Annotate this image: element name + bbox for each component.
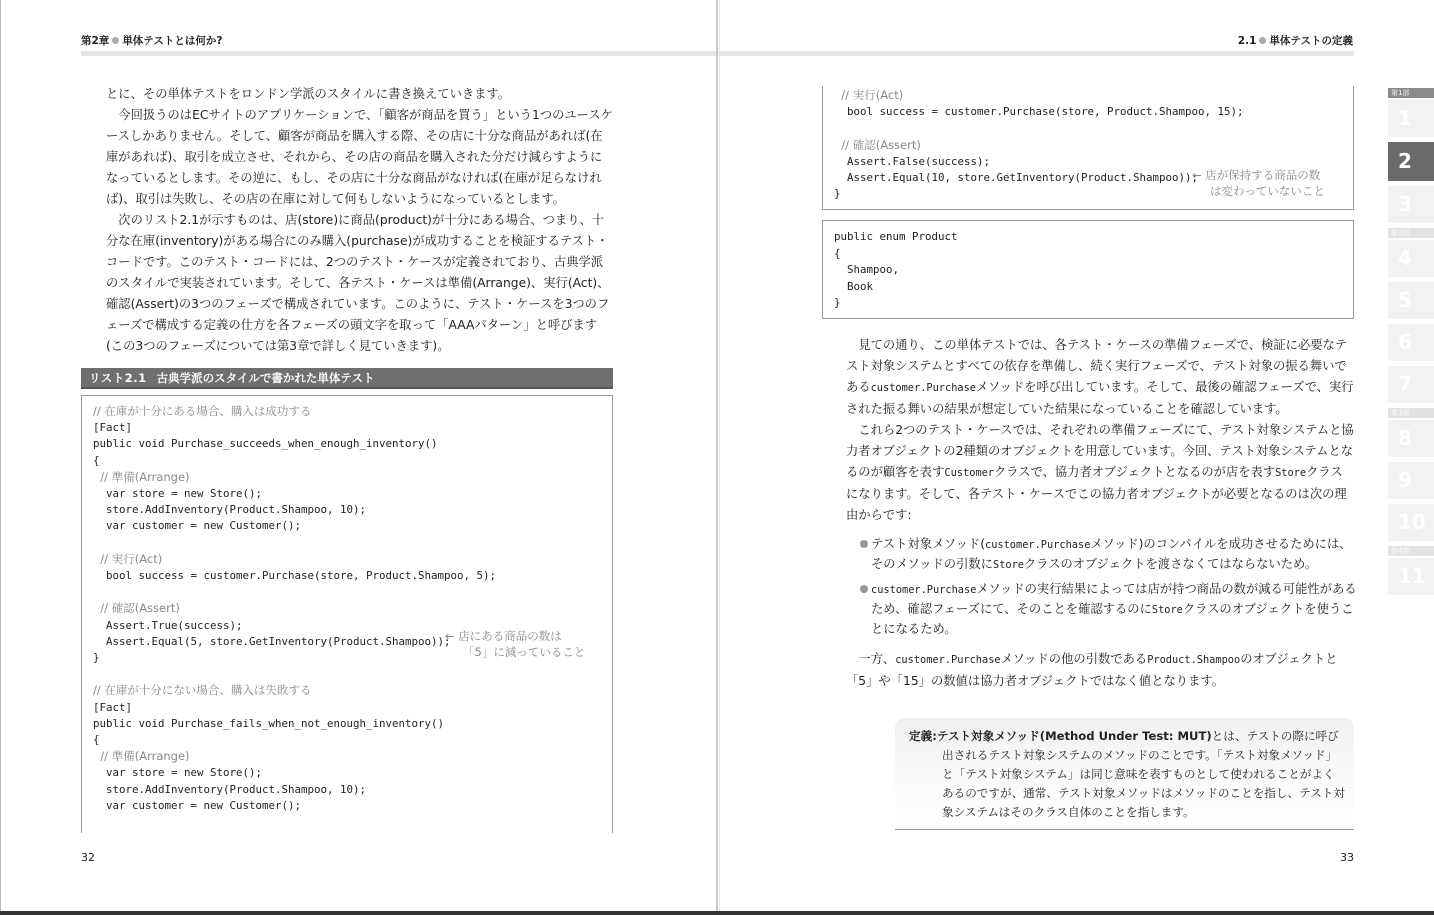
code-line: var customer = new Customer(); <box>93 798 302 812</box>
header-dot-icon <box>112 37 119 44</box>
paragraph <box>106 105 613 210</box>
paragraph <box>106 210 613 357</box>
header-dot-icon <box>1259 37 1266 44</box>
code-comment-text: // 準備(Arrange) <box>93 749 190 764</box>
code-line: public void Purchase_fails_when_not_enough_inventory() <box>93 716 445 730</box>
paragraph-text: 今回扱うのはECサイトのアプリケーションで、「顧客が商品を買う」という1つのユースケースしかありません。そして、顧客が商品を購入する際、その店に十分な商品があれば(在庫があれば)、取引を成立させ、それから、その店の商品を購入された分だけ減らすようになっているとします。その逆に、もし、その店に十分な商品がなければ(在庫が足らなければ)、取引は失敗し、その店の在庫に対して何もしないようになっているとします。 <box>106 108 613 206</box>
code-line: store.AddInventory(Product.Shampoo, 10); <box>93 503 367 517</box>
code-listing-continued <box>834 87 1244 202</box>
chapter-tab-6[interactable]: 6 <box>1388 324 1434 361</box>
code-line: Assert.Equal(10, store.GetInventory(Product.Shampoo)); <box>834 171 1199 185</box>
code-line: bool success = customer.Purchase(store, Product.Shampoo, 5); <box>93 569 497 583</box>
closing-paragraph <box>846 649 1354 692</box>
code-line: public enum Product <box>834 230 958 243</box>
code-line <box>93 535 496 551</box>
code-line: { <box>93 453 100 467</box>
left-page <box>0 0 716 915</box>
left-body-text <box>106 84 613 357</box>
list-item <box>858 580 1357 639</box>
code-comment-text: // 実行(Act) <box>93 551 163 566</box>
code-line: public void Purchase_succeeds_when_enough_inventory() <box>93 437 438 451</box>
header-rule <box>81 51 716 56</box>
code-line: [Fact] <box>93 700 133 714</box>
reason-list <box>858 535 1357 639</box>
chapter-tab-7[interactable]: 7 <box>1388 366 1434 403</box>
paragraph <box>106 84 613 105</box>
code-line: var customer = new Customer(); <box>93 519 302 533</box>
part-label: 第3部 <box>1388 408 1434 418</box>
code-line: } <box>834 296 841 309</box>
list-item-text: customer.Purchaseメソッドの実行結果によっては店が持つ商品の数が減る可能性があるため、確認フェーズにて、そのことを確認するのにStoreクラスのオブジェクトを使うことになるため。 <box>871 582 1357 636</box>
code-listing-box <box>81 395 613 833</box>
enum-code <box>834 229 958 312</box>
inline-code: customer.Purchase <box>871 584 977 596</box>
chapter-tab-11[interactable]: 11 <box>1388 558 1434 595</box>
paragraph-text: 次のリスト2.1が示すものは、店(store)に商品(product)が十分にある場合、つまり、十分な在庫(inventory)がある場合にのみ購入(purchase)が成功することを検証するテスト・コードです。このテスト・コードには、2つのテスト・ケースが定義されており、古典学派のスタイルで実装されています。そして、各テスト・ケースは準備(Arrange)、実行(Act)、確認(Assert)の3つのフェーズで構成されています。このように、テスト・ケースを3つのフェーズで構成する定義の仕方を各フェーズの頭文字を取って「AAAパターン」と呼びます(この3つのフェーズについては第3章で詳しく見ていきます)。 <box>106 213 610 353</box>
listing-title: 古典学派のスタイルで書かれた単体テスト <box>156 371 375 385</box>
running-header <box>1238 33 1353 48</box>
listing-number: リスト2.1 <box>89 371 147 385</box>
paragraph: 一方、customer.Purchaseメソッドの他の引数であるProduct.Shampooのオブジェクトと「5」や「15」の数値は協力者オブジェクトではなく値となります。 <box>846 652 1338 688</box>
code-annotation <box>1192 167 1325 199</box>
code-comment <box>834 137 1244 154</box>
code-line: var store = new Store(); <box>93 766 263 780</box>
page-number: 33 <box>1340 851 1354 864</box>
code-line: Shampoo, <box>834 263 900 276</box>
inline-code: Store <box>1275 467 1307 479</box>
definition-term: テスト対象メソッド(Method Under Test: MUT) <box>936 729 1212 743</box>
chapter-tab-4[interactable]: 4 <box>1388 240 1434 277</box>
code-comment <box>93 403 496 420</box>
code-line: Assert.False(success); <box>834 154 991 168</box>
code-comment-text: // 確認(Assert) <box>93 601 180 616</box>
inline-code: customer.Purchase <box>870 382 976 394</box>
code-annotation <box>445 628 585 660</box>
code-line: { <box>93 733 100 747</box>
enum-code-box <box>822 220 1354 319</box>
inline-code: Store <box>993 559 1024 571</box>
chapter-tab-8[interactable]: 8 <box>1388 420 1434 457</box>
code-comment <box>93 682 496 699</box>
code-comment <box>834 87 1244 104</box>
code-comment <box>93 469 496 486</box>
chapter-tab-10[interactable]: 10 <box>1388 504 1434 541</box>
paragraph: 見ての通り、この単体テストでは、各テスト・ケースの準備フェーズで、検証に必要なテスト対象システムとすべての依存を準備し、続く実行フェーズで、テスト対象の振る舞いであるcustomer.Purchaseメソッドを呼び出しています。そして、最後の確認フェーズで、実行された振る舞いの結果が想定していた結果になっていることを確認しています。 <box>846 338 1354 416</box>
definition-label: 定義: <box>909 729 937 743</box>
code-line: bool success = customer.Purchase(store, Product.Shampoo, 15); <box>834 105 1244 119</box>
inline-code: customer.Purchase <box>985 539 1091 551</box>
code-comment <box>93 748 496 765</box>
annotation-line: 「5」に減っていること <box>463 645 586 659</box>
code-line <box>93 584 496 600</box>
code-line: [Fact] <box>93 421 133 435</box>
paragraph-text: とに、その単体テストをロンドン学派のスタイルに書き換えていきます。 <box>106 87 511 101</box>
code-comment-text: // 確認(Assert) <box>834 137 921 152</box>
code-comment-text: // 在庫が十分にない場合、購入は失敗する <box>93 683 312 698</box>
code-line: Assert.True(success); <box>93 618 243 632</box>
definition-body: とは、テストの際に呼び出されるテスト対象システムのメソッドのことです。「テスト対象メソッド」と「テスト対象システム」は同じ意味を表すものとして使われることがよくあるのですが、通常、テスト対象メソッドはメソッドのことを指し、テスト対象システムはそのクラス自体のことを指します。 <box>942 729 1345 819</box>
chapter-tab-9[interactable]: 9 <box>1388 462 1434 499</box>
list-item-text: テスト対象メソッド(customer.Purchaseメソッド)のコンパイルを成功させるためには、そのメソッドの引数にStoreクラスのオブジェクトを渡さなくてはならないため。 <box>871 537 1352 571</box>
part-label: 第2部 <box>1388 228 1434 238</box>
inline-code: Store <box>1151 604 1183 616</box>
code-comment-text: // 実行(Act) <box>834 88 904 102</box>
code-line: var store = new Store(); <box>93 487 263 501</box>
section-title: 単体テストの定義 <box>1269 35 1353 47</box>
code-line <box>93 666 496 682</box>
bottom-edge <box>0 911 1434 915</box>
code-listing <box>93 403 496 814</box>
inline-code: Product.Shampoo <box>1147 654 1241 666</box>
bullet-dot-icon <box>860 540 868 548</box>
chapter-tab-5[interactable]: 5 <box>1388 282 1434 319</box>
chapter-title: 単体テストとは何か? <box>122 35 223 47</box>
chapter-tabs <box>1388 88 1434 600</box>
inline-code: customer.Purchase <box>895 654 1001 666</box>
code-comment-text: // 在庫が十分にある場合、購入は成功する <box>93 404 312 418</box>
annotation-line: は変わっていないこと <box>1210 184 1325 198</box>
part-label: 第1部 <box>1388 88 1434 98</box>
code-line: Assert.Equal(5, store.GetInventory(Product.Shampoo)); <box>93 634 451 648</box>
page-number: 32 <box>81 851 95 864</box>
annotation-line: ← 店にある商品の数は <box>445 629 562 643</box>
paragraph: これら2つのテスト・ケースでは、それぞれの準備フェーズにて、テスト対象システムと協力者オブジェクトの2種類のオブジェクトを用意しています。今回、テスト対象システムとなるのが顧客を表すCustomerクラスで、協力者オブジェクトとなるのが店を表すStoreクラスになります。そして、各テスト・ケースでこの協力者オブジェクトが必要となるのは次の理由からです: <box>846 423 1354 522</box>
right-body-text <box>846 335 1354 526</box>
code-line: } <box>834 187 841 201</box>
code-line <box>834 120 1244 136</box>
code-line: } <box>93 651 100 665</box>
definition-text <box>909 727 1345 822</box>
chapter-label: 第2章 <box>81 35 110 47</box>
chapter-tab-2[interactable]: 2 <box>1388 142 1434 181</box>
header-rule <box>718 51 1354 56</box>
running-header <box>81 33 222 48</box>
code-line: { <box>834 246 841 260</box>
chapter-tab-1[interactable]: 1 <box>1388 100 1434 137</box>
list-item <box>858 535 1357 575</box>
inline-code: Customer <box>944 467 994 479</box>
part-label: 第4部 <box>1388 546 1434 556</box>
chapter-tab-3[interactable]: 3 <box>1388 186 1434 223</box>
listing-title-bar <box>81 368 613 389</box>
code-comment <box>93 551 496 568</box>
code-comment <box>93 600 496 617</box>
code-comment-text: // 準備(Arrange) <box>93 469 190 484</box>
annotation-line: ← 店が保持する商品の数 <box>1192 168 1321 182</box>
bullet-dot-icon <box>860 585 868 593</box>
code-line: store.AddInventory(Product.Shampoo, 10); <box>93 782 367 796</box>
code-line: Book <box>834 279 874 293</box>
section-number: 2.1 <box>1237 35 1257 47</box>
